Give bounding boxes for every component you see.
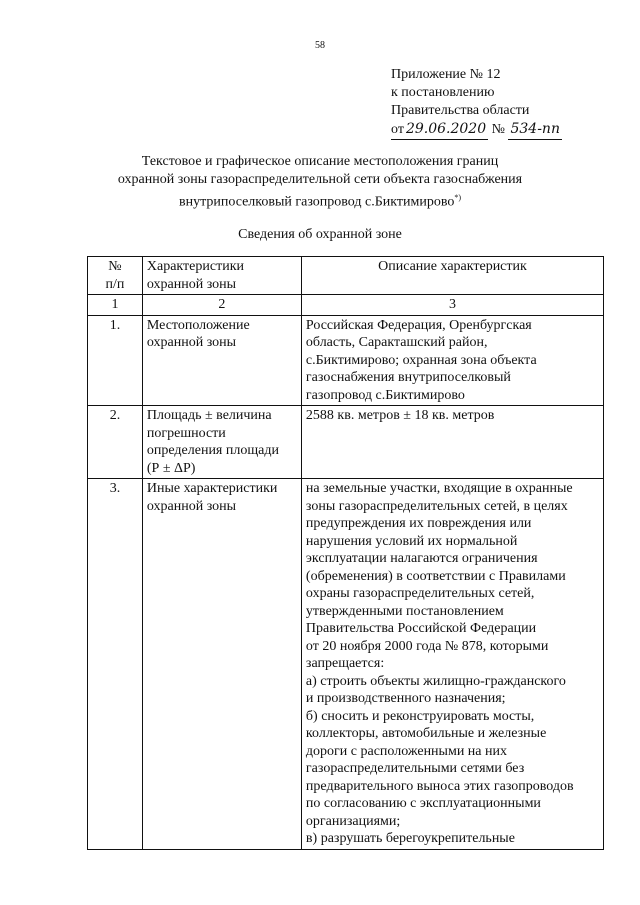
text-line: Российская Федерация, Оренбургская [305,317,532,333]
table-index-row [88,295,604,316]
table-row [88,479,604,850]
title-line-3-text: внутрипоселковый газопровод с.Биктимирово [178,194,455,210]
footnote-mark: *) [454,193,462,202]
title-line-1: Текстовое и графическое описание местоположения границ [141,154,499,169]
row-num: 3. [88,479,143,850]
text-line: от 20 ноября 2000 года № 878, которыми [305,638,549,654]
header-num-line-1: № [108,259,122,274]
appendix-block [391,66,562,140]
row-num: 2. [88,406,143,479]
appendix-line-2: к постановлению [391,85,495,100]
table-header-row [88,257,604,295]
header-characteristics [142,257,301,295]
row-characteristic [142,315,301,406]
text-line: с.Биктимирово; охранная зона объекта [305,352,537,368]
text-line: в) разрушать берегоукрепительные [305,831,515,846]
text-line: газоснабжения внутрипоселковый [305,370,511,385]
text-line: определения площади [146,443,279,458]
text-line: эксплуатации налагаются ограничения [305,551,538,566]
text-line: охранной зоны [146,335,237,350]
page-number: 58 [315,40,325,51]
header-char-line-2: охранной зоны [146,276,237,292]
text-line: охранной зоны [146,498,237,514]
title-line-3 [0,189,640,212]
appendix-line-1: Приложение № 12 [391,67,501,82]
text-line: 2588 кв. метров ± 18 кв. метров [305,408,495,423]
row-characteristic [142,479,301,850]
text-line: погрешности [146,425,226,441]
section-subtitle: Сведения об охранной зоне [238,227,402,242]
document-title [0,153,640,212]
text-line: область, Саракташский район, [305,335,488,350]
text-line: газопровод с.Биктимирово [305,387,465,403]
text-line: а) строить объекты жилищно-гражданского [305,673,566,689]
text-line: коллекторы, автомобильные и железные [305,726,547,741]
table-row [88,315,604,406]
header-num-line-2: п/п [105,276,125,292]
text-line: (Р ± ΔР) [146,460,196,476]
header-num [88,257,143,295]
zone-info-table [87,256,604,850]
row-description [301,479,603,850]
text-line: дороги с расположенными на них [305,743,508,759]
row-num: 1. [88,315,143,406]
text-line: (обременения) в соответствии с Правилами [305,568,566,584]
appendix-date-line [391,120,562,140]
number-handwritten: 534-пп [510,121,560,137]
row-characteristic [142,406,301,479]
text-line: Местоположение [146,317,250,333]
number-field [508,120,562,140]
text-line: Иные характеристики [146,481,278,496]
date-prefix: от [391,122,404,137]
text-line: газораспределительными сетями без [305,761,525,776]
header-description: Описание характеристик [301,257,603,295]
text-line: предварительного выноса этих газопроводов [305,778,574,794]
text-line: зоны газораспределительных сетей, в целях [305,498,568,514]
header-char-line-1: Характеристики [146,259,244,274]
index-cell-1: 1 [88,295,143,316]
index-cell-2: 2 [142,295,301,316]
text-line: охраны газораспределительных сетей, [305,586,535,601]
text-line: по согласованию с эксплуатационными [305,796,541,811]
number-prefix: № [491,122,505,137]
text-line: утвержденными постановлением [305,603,504,619]
row-description [301,406,603,479]
text-line: Площадь ± величина [146,408,272,423]
row-description [301,315,603,406]
text-line: и производственного назначения; [305,691,506,706]
text-line: предупреждения их повреждения или [305,516,532,531]
title-line-2: охранной зоны газораспределительной сети объекта газоснабжения [117,172,523,187]
index-cell-3: 3 [301,295,603,316]
date-handwritten: 29.06.2020 [405,121,487,137]
text-line: нарушения условий их нормальной [305,533,518,549]
text-line: б) сносить и реконструировать мосты, [305,708,535,724]
text-line: запрещается: [305,656,385,671]
appendix-line-3: Правительства области [391,103,530,118]
date-field [391,120,488,140]
text-line: Правительства Российской Федерации [305,621,537,636]
text-line: организациями; [305,813,401,829]
text-line: на земельные участки, входящие в охранные [305,481,573,496]
table-row [88,406,604,479]
